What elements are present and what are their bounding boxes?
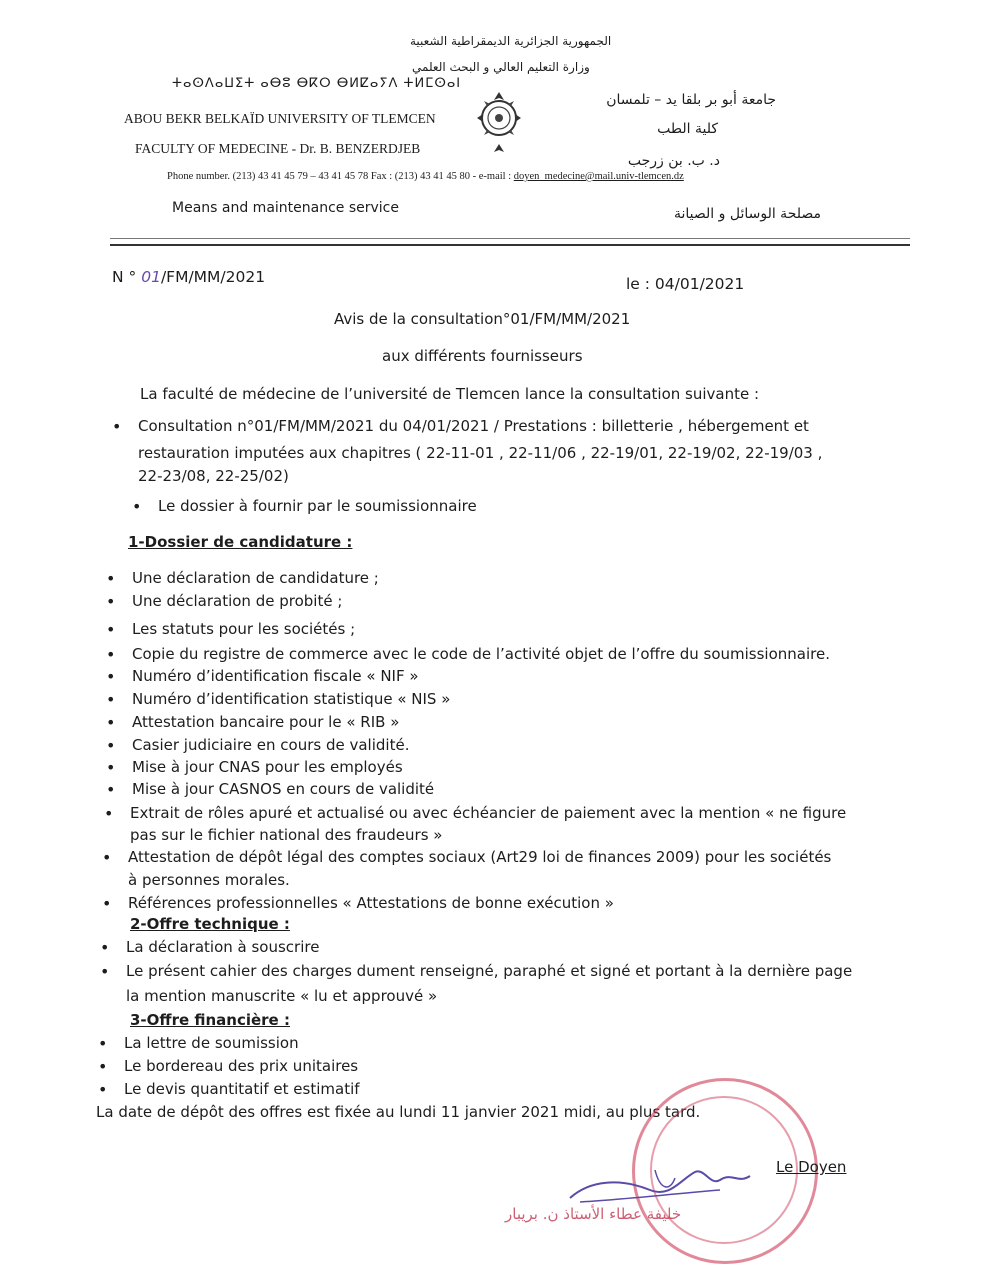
list-item-text: La lettre de soumission	[124, 1034, 299, 1052]
signatory-title: Le Doyen	[776, 1158, 847, 1176]
bullet-icon: •	[98, 1057, 108, 1076]
header-university-en: ABOU BEKR BELKAÏD UNIVERSITY OF TLEMCEN	[124, 111, 436, 126]
university-logo-icon	[474, 86, 524, 158]
header-service-ar: مصلحة الوسائل و الصيانة	[674, 206, 821, 222]
bullet-icon: •	[98, 1034, 108, 1053]
reference-prefix: N °	[112, 268, 137, 286]
list-item-text: Le bordereau des prix unitaires	[124, 1057, 359, 1075]
header-divider-thin	[110, 238, 910, 239]
section-3-title: 3-Offre financière :	[130, 1011, 290, 1029]
header-divider-thick	[110, 244, 910, 246]
header-service-en: Means and maintenance service	[172, 200, 399, 216]
consultation-line-2: restauration imputées aux chapitres ( 22-11-01 , 22-11/06 , 22-19/01, 22-19/02, 22-19/03 ,	[138, 444, 823, 462]
list-item-text: Attestation bancaire pour le « RIB »	[132, 713, 400, 731]
reference-suffix: /FM/MM/2021	[160, 268, 266, 286]
stamp-caption: خليفة عطاء الأستاذ ن. بريبار	[505, 1205, 682, 1223]
bullet-icon: •	[104, 804, 114, 823]
header-tifinagh: ⵜⴰⵙⴷⴰⵡⵉⵜ ⴰⴱⵓ ⴱⴽⵔ ⴱⵍⵇⴰⵢⴷ ⵜⵍⵎⵙⴰⵏ	[172, 76, 462, 91]
bullet-icon: •	[106, 645, 116, 664]
list-item-text: Numéro d’identification statistique « NIS »	[132, 690, 451, 708]
header-contact-line	[167, 171, 684, 182]
list-item-text: Les statuts pour les sociétés ;	[132, 620, 356, 638]
dossier-text: Le dossier à fournir par le soumissionnaire	[158, 497, 477, 515]
handwritten-signature-icon	[560, 1150, 780, 1220]
list-item-continuation: pas sur le fichier national des fraudeurs »	[130, 826, 443, 844]
bullet-icon: •	[106, 667, 116, 686]
header-dean-ar: د. ب. بن زرجب	[627, 153, 720, 169]
header-faculty-en: FACULTY OF MEDECINE - Dr. B. BENZERDJEB	[135, 141, 421, 156]
list-item-text: La déclaration à souscrire	[126, 938, 320, 956]
document-date: le : 04/01/2021	[626, 275, 745, 293]
header-ministry-ar: وزارة التعليم العالي و البحث العلمي	[412, 60, 590, 74]
list-item-text: Attestation de dépôt légal des comptes sociaux (Art29 loi de finances 2009) pour les sociétés	[128, 848, 832, 866]
deadline-text: La date de dépôt des offres est fixée au lundi 11 janvier 2021 midi, au plus tard.	[96, 1103, 701, 1121]
bullet-icon: •	[106, 758, 116, 777]
section-1-title: 1-Dossier de candidature :	[128, 533, 353, 551]
header-faculty-ar: كلية الطب	[657, 121, 718, 137]
bullet-icon: •	[106, 620, 116, 639]
list-item-text: Une déclaration de probité ;	[132, 592, 343, 610]
bullet-icon: •	[100, 938, 110, 957]
list-item-text: Casier judiciaire en cours de validité.	[132, 736, 410, 754]
notice-subtitle: aux différents fournisseurs	[382, 347, 583, 365]
list-item-text: Références professionnelles « Attestations de bonne exécution »	[128, 894, 614, 912]
list-item-text: Le devis quantitatif et estimatif	[124, 1080, 360, 1098]
intro-paragraph: La faculté de médecine de l’université de Tlemcen lance la consultation suivante :	[140, 385, 760, 403]
consultation-line-1: Consultation n°01/FM/MM/2021 du 04/01/2021 / Prestations : billetterie , hébergement et	[138, 417, 809, 435]
bullet-icon: •	[100, 962, 110, 981]
bullet-icon: •	[112, 417, 122, 436]
bullet-icon: •	[98, 1080, 108, 1099]
bullet-icon: •	[106, 713, 116, 732]
bullet-icon: •	[106, 690, 116, 709]
section-2-title: 2-Offre technique :	[130, 915, 290, 933]
reference-handwritten-number: 01	[141, 268, 161, 286]
list-item-continuation: à personnes morales.	[128, 871, 290, 889]
list-item-text: Mise à jour CNAS pour les employés	[132, 758, 403, 776]
list-item-text: Extrait de rôles apuré et actualisé ou avec échéancier de paiement avec la mention « ne figure	[130, 804, 847, 822]
header-phone: Phone number. (213) 43 41 45 79 – 43 41 45 78 Fax : (213) 43 41 45 80 - e-mail :	[167, 171, 514, 182]
header-email[interactable]: doyen_medecine@mail.univ-tlemcen.dz	[513, 171, 684, 182]
bullet-icon: •	[132, 497, 142, 516]
header-university-ar: جامعة أبو بر بلقا يد – تلمسان	[606, 92, 776, 108]
list-item-continuation: la mention manuscrite « lu et approuvé »	[126, 987, 438, 1005]
bullet-icon: •	[102, 848, 112, 867]
reference-number	[112, 268, 265, 286]
list-item-text: Mise à jour CASNOS en cours de validité	[132, 780, 435, 798]
bullet-icon: •	[106, 736, 116, 755]
bullet-icon: •	[102, 894, 112, 913]
list-item-text: Une déclaration de candidature ;	[132, 569, 379, 587]
consultation-line-3: 22-23/08, 22-25/02)	[138, 467, 289, 485]
header-country-ar: الجمهورية الجزائرية الديمقراطية الشعبية	[410, 34, 612, 48]
bullet-icon: •	[106, 592, 116, 611]
bullet-icon: •	[106, 569, 116, 588]
notice-title: Avis de la consultation°01/FM/MM/2021	[334, 310, 631, 328]
list-item-text: Numéro d’identification fiscale « NIF »	[132, 667, 419, 685]
list-item-text: Copie du registre de commerce avec le code de l’activité objet de l’offre du soumissionnaire.	[132, 645, 830, 663]
bullet-icon: •	[106, 780, 116, 799]
list-item-text: Le présent cahier des charges dument renseigné, paraphé et signé et portant à la dernière page	[126, 962, 853, 980]
